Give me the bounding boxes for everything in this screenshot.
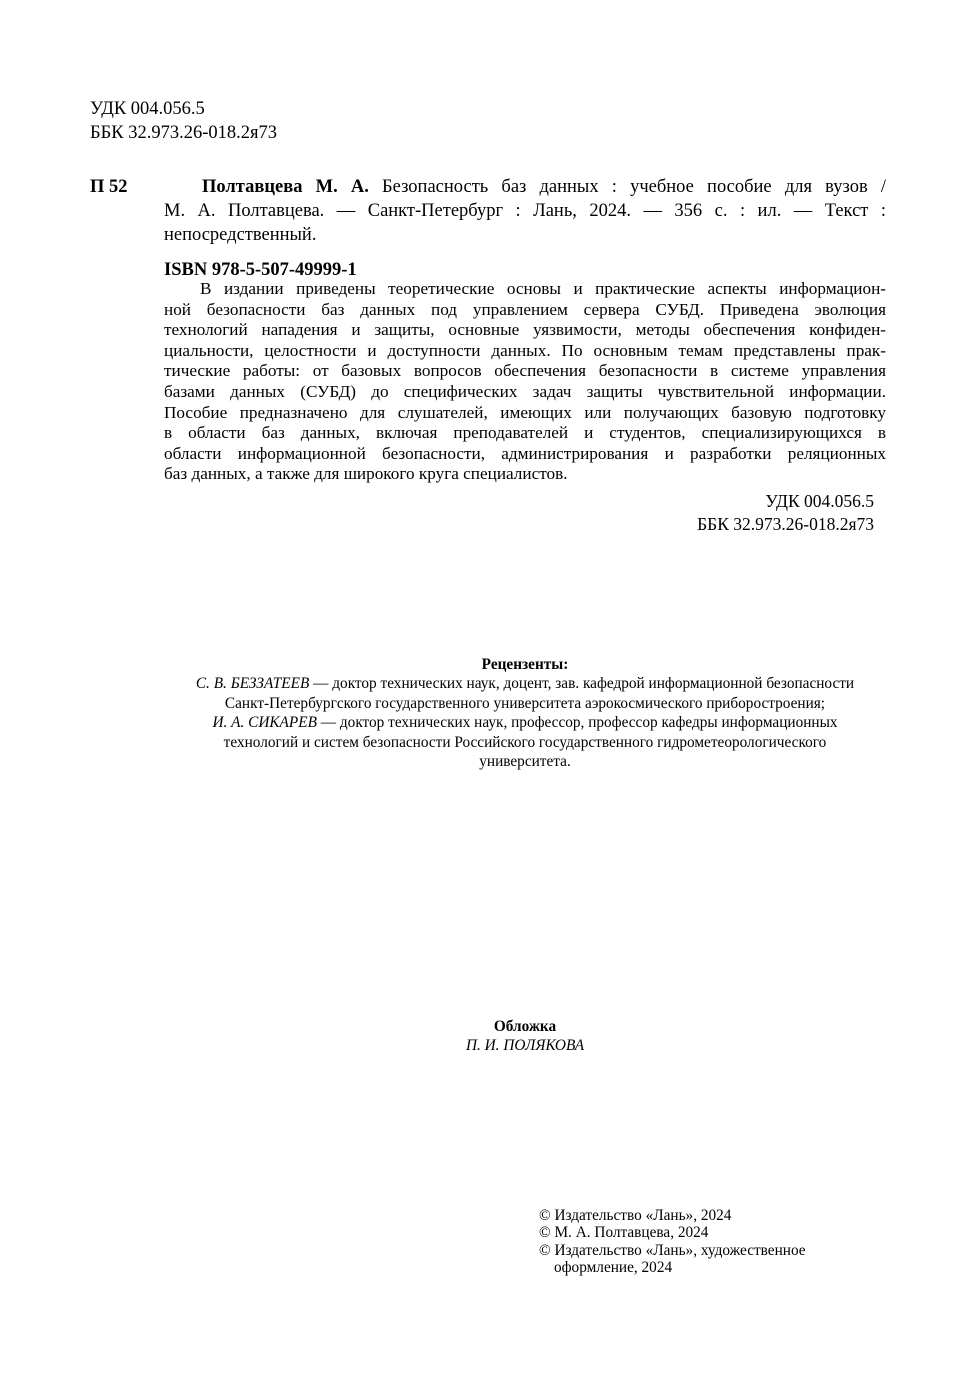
reviewer-2-credentials: — доктор технических наук, профессор, профессор кафедры информационных [316,714,838,732]
cover-title: Обложка [493,1018,557,1035]
annotation-line: тические работы: от базовых вопросов обеспечения безопасности в системе управления [164,361,886,381]
reviewer-1-line-1 [120,674,930,693]
reviewer-1-credentials: — доктор технических наук, доцент, зав. кафедрой информационной безопасности [309,675,855,693]
bibliographic-line-3: непосредственный. [164,225,317,245]
reviewer-2-line-2: технологий и систем безопасности Российского государственного гидрометеорологического [223,733,827,751]
isbn: ISBN 978-5-507-49999-1 [164,260,357,280]
annotation-line: баз данных, а также для широкого круга специалистов. [164,464,568,484]
annotation-line: области информационной безопасности, администрирования и разработки реляционных [164,443,886,463]
author-mark: П 52 [90,177,128,197]
annotation-line: технологий нападения и защиты, основные уязвимости, методы обеспечения конфиден- [164,320,886,340]
cover-designer-name: П. И. ПОЛЯКОВА [465,1037,585,1055]
bibliographic-description [164,175,886,247]
copyright-notices [539,1207,806,1277]
copyright-line-4: оформление, 2024 [554,1259,673,1277]
reviewer-1-line-2: Санкт-Петербургского государственного университета аэрокосмического приборостроения; [224,694,826,712]
reviewer-1-name: С. В. БЕЗЗАТЕЕВ [195,675,310,693]
copyright-line-3: © Издательство «Лань», художественное [539,1241,806,1259]
top-classification-codes [90,97,277,145]
reviewers-section [120,655,930,771]
annotation-line: в области баз данных, включая преподавателей и студентов, специализирующихся в [164,423,886,443]
bibliographic-line-1 [164,175,886,199]
reviewers-title: Рецензенты: [481,656,569,673]
annotation-line: ной безопасности баз данных под управлением сервера СУБД. Приведена эволюция [164,299,886,319]
bottom-classification-codes [600,490,874,535]
annotation-line: базами данных (СУБД) до специфических задач защиты чувствительной информации. [164,381,886,401]
top-udk-code: УДК 004.056.5 [90,99,205,119]
author-heading: Полтавцева М. А. [202,177,369,197]
bottom-udk-code: УДК 004.056.5 [765,491,874,511]
cover-credit [380,1017,670,1056]
reviewer-2-line-3: университета. [479,753,571,771]
book-title-text: Безопасность баз данных : учебное пособие для вузов / [368,177,887,197]
annotation-line: В издании приведены теоретические основы и практические аспекты информацион- [200,279,886,298]
bottom-bbk-code: ББК 32.973.26-018.2я73 [697,513,874,534]
annotation [164,279,886,485]
copyright-line-1: © Издательство «Лань», 2024 [539,1207,732,1224]
annotation-line: Пособие предназначено для слушателей, имеющих или получающих базовую подготовку [164,402,886,422]
reviewer-2-name: И. А. СИКАРЕВ [212,714,317,732]
copyright-line-2: © М. А. Полтавцева, 2024 [539,1224,709,1242]
top-bbk-code: ББК 32.973.26-018.2я73 [90,123,278,143]
annotation-line: циальности, целостности и доступности данных. По основным темам представлены прак- [164,340,886,360]
bibliographic-line-2: М. А. Полтавцева. — Санкт-Петербург : Лань, 2024. — 356 с. : ил. — Текст : [164,201,886,221]
reviewer-2-line-1 [120,713,930,732]
